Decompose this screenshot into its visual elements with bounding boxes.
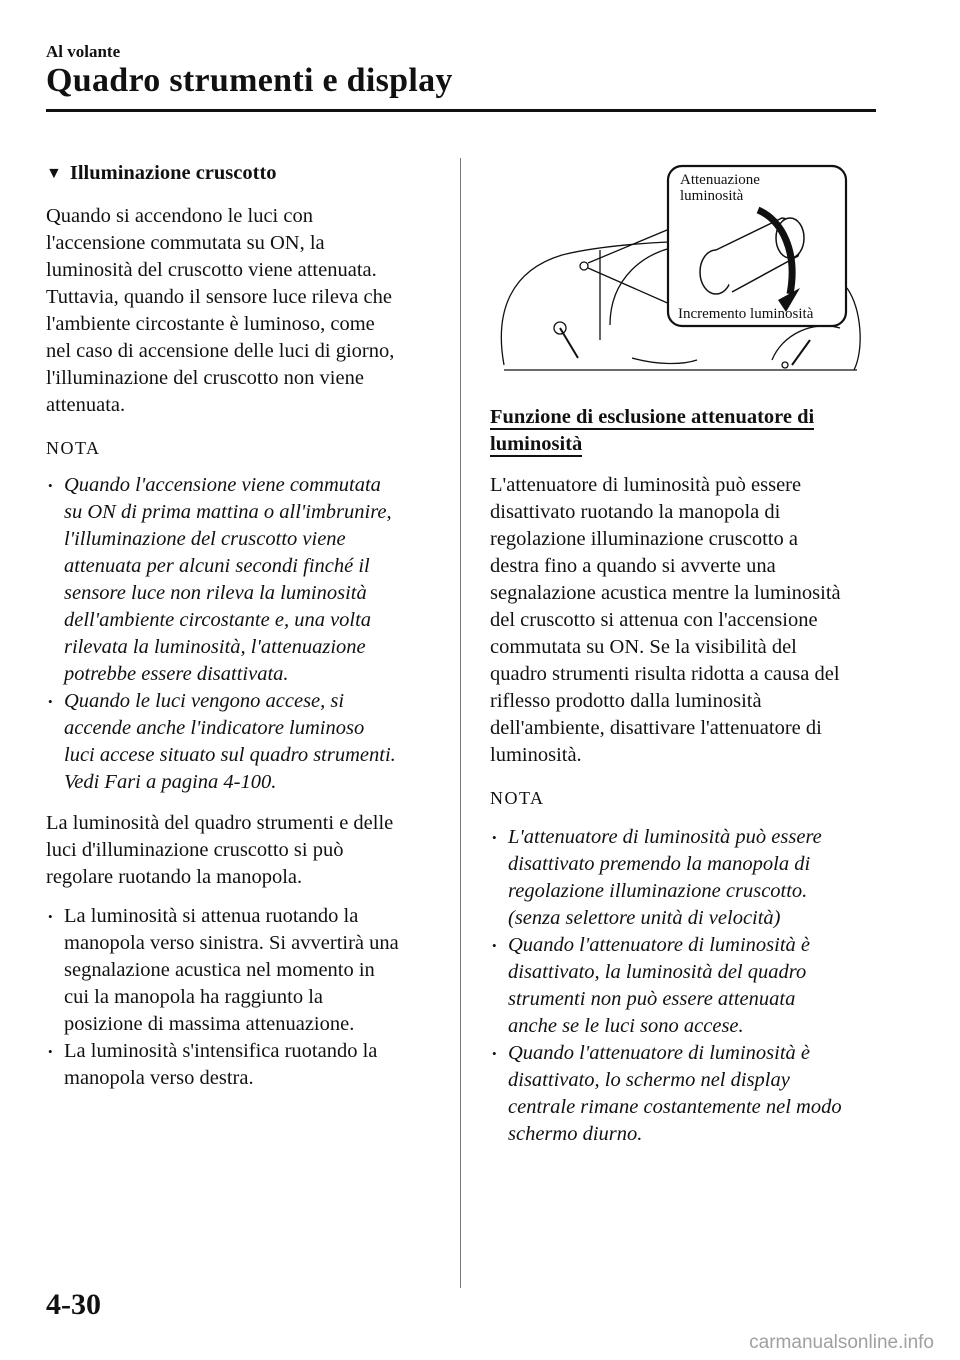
text-line: manopola verso destra. [64, 1067, 254, 1089]
text-line: l'accensione commutata su ON, la [46, 232, 325, 254]
chapter-title: Quadro strumenti e display [46, 62, 453, 99]
nota-label: NOTA [46, 438, 101, 458]
label-bright: Incremento luminosità [678, 306, 814, 322]
section-heading [46, 160, 446, 187]
text-line: segnalazione acustica mentre la luminosità [490, 582, 841, 604]
text-line: nel caso di accensione delle luci di giorno, [46, 340, 395, 362]
header-rule [46, 109, 876, 112]
body-paragraph [490, 472, 880, 769]
text-line: centrale rimane costantemente nel modo [508, 1096, 842, 1118]
nota-item [490, 932, 880, 1040]
text-line: luci d'illuminazione cruscotto si può [46, 839, 344, 861]
nota-item [490, 824, 880, 932]
text-line: disattivato, la luminosità del quadro [508, 961, 807, 983]
triangle-marker-icon: ▼ [46, 165, 62, 182]
subheading-line1: Funzione di esclusione attenuatore di [490, 406, 815, 428]
text-line: Vedi Fari a pagina 4-100. [64, 771, 277, 793]
right-gauge-pivot [782, 362, 788, 368]
text-line: Quando l'attenuatore di luminosità è [508, 1042, 810, 1064]
text-line: del cruscotto si attenua con l'accensione [490, 609, 818, 631]
text-line: l'illuminazione del cruscotto non viene [46, 367, 364, 389]
text-line: disattivato premendo la manopola di [508, 853, 811, 875]
text-line: regolare ruotando la manopola. [46, 866, 303, 888]
text-line: sensore luce non rileva la luminosità [64, 582, 367, 604]
text-line: disattivato, lo schermo nel display [508, 1069, 790, 1091]
dimmer-knob-location [580, 262, 588, 270]
right-gauge-arc [772, 326, 840, 360]
text-line: posizione di massima attenuazione. [64, 1013, 355, 1035]
nota-item [46, 472, 446, 688]
text-line: cui la manopola ha raggiunto la [64, 986, 324, 1008]
text-line: luminosità del cruscotto viene attenuata. [46, 259, 377, 281]
page-number: 4-30 [46, 1288, 101, 1321]
text-line: destra fino a quando si avverte una [490, 555, 776, 577]
left-gauge-needle [560, 328, 578, 358]
text-line: Quando si accendono le luci con [46, 205, 313, 227]
watermark: carmanualsonline.info [749, 1332, 934, 1353]
callout-leader-top [588, 230, 667, 263]
text-line: disattivato ruotando la manopola di [490, 501, 781, 523]
text-line: dell'ambiente, disattivare l'attenuatore di [490, 717, 822, 739]
text-line: (senza selettore unità di velocità) [508, 907, 781, 929]
text-line: riflesso prodotto dalla luminosità [490, 690, 762, 712]
text-line: regolazione illuminazione cruscotto. [508, 880, 808, 902]
section-heading-text: Illuminazione cruscotto [69, 162, 277, 184]
section-label: Al volante [46, 42, 121, 61]
subheading [490, 404, 880, 458]
instrument-cluster-diagram [482, 160, 882, 390]
label-dim-line1: Attenuazione [680, 172, 760, 188]
text-line: La luminosità del quadro strumenti e delle [46, 812, 394, 834]
text-line: Tuttavia, quando il sensore luce rileva che [46, 286, 392, 308]
center-gauge-arc-bottom [632, 358, 697, 364]
nota-list [46, 472, 446, 796]
text-line: schermo diurno. [508, 1123, 643, 1145]
text-line: rilevata la luminosità, l'attenuazione [64, 636, 366, 658]
nota-label: NOTA [490, 788, 545, 808]
text-line: anche se le luci sono accese. [508, 1015, 744, 1037]
text-line: su ON di prima mattina o all'imbrunire, [64, 501, 392, 523]
text-line: Quando l'accensione viene commutata [64, 474, 381, 496]
text-line: L'attenuatore di luminosità può essere [508, 826, 822, 848]
text-line: dell'ambiente circostante e, una volta [64, 609, 372, 631]
nota-item [490, 1040, 880, 1148]
text-line: attenuata. [46, 394, 126, 416]
text-line: L'attenuatore di luminosità può essere [490, 474, 802, 496]
left-column [46, 160, 446, 1092]
text-line: potrebbe essere disattivata. [64, 663, 289, 685]
text-line: Quando le luci vengono accese, si [64, 690, 345, 712]
text-line: Quando l'attenuatore di luminosità è [508, 934, 810, 956]
bullet-item [46, 903, 446, 1038]
label-dim-line2: luminosità [680, 188, 744, 204]
text-line: La luminosità si attenua ruotando la [64, 905, 359, 927]
body-paragraph [46, 810, 446, 891]
text-line: regolazione illuminazione cruscotto a [490, 528, 798, 550]
text-line: manopola verso sinistra. Si avvertirà una [64, 932, 399, 954]
nota-item [46, 688, 446, 796]
text-line: La luminosità s'intensifica ruotando la [64, 1040, 378, 1062]
subheading-line2: luminosità [490, 433, 583, 455]
column-divider [460, 158, 461, 1288]
text-line: attenuata per alcuni secondi finché il [64, 555, 370, 577]
bullet-item [46, 1038, 446, 1092]
text-line: quadro strumenti risulta ridotta a causa del [490, 663, 840, 685]
bullet-list [46, 903, 446, 1092]
text-line: segnalazione acustica nel momento in [64, 959, 375, 981]
text-line: luminosità. [490, 744, 582, 766]
text-line: strumenti non può essere attenuata [508, 988, 796, 1010]
text-line: accende anche l'indicatore luminoso [64, 717, 365, 739]
text-line: l'ambiente circostante è luminoso, come [46, 313, 375, 335]
text-line: commutata su ON. Se la visibilità del [490, 636, 797, 658]
intro-paragraph [46, 203, 446, 419]
cluster-outline-right [847, 288, 860, 370]
right-gauge-needle [792, 340, 810, 365]
nota-list [490, 824, 880, 1148]
right-column [490, 404, 880, 1148]
text-line: l'illuminazione del cruscotto viene [64, 528, 346, 550]
text-line: luci accese situato sul quadro strumenti. [64, 744, 396, 766]
